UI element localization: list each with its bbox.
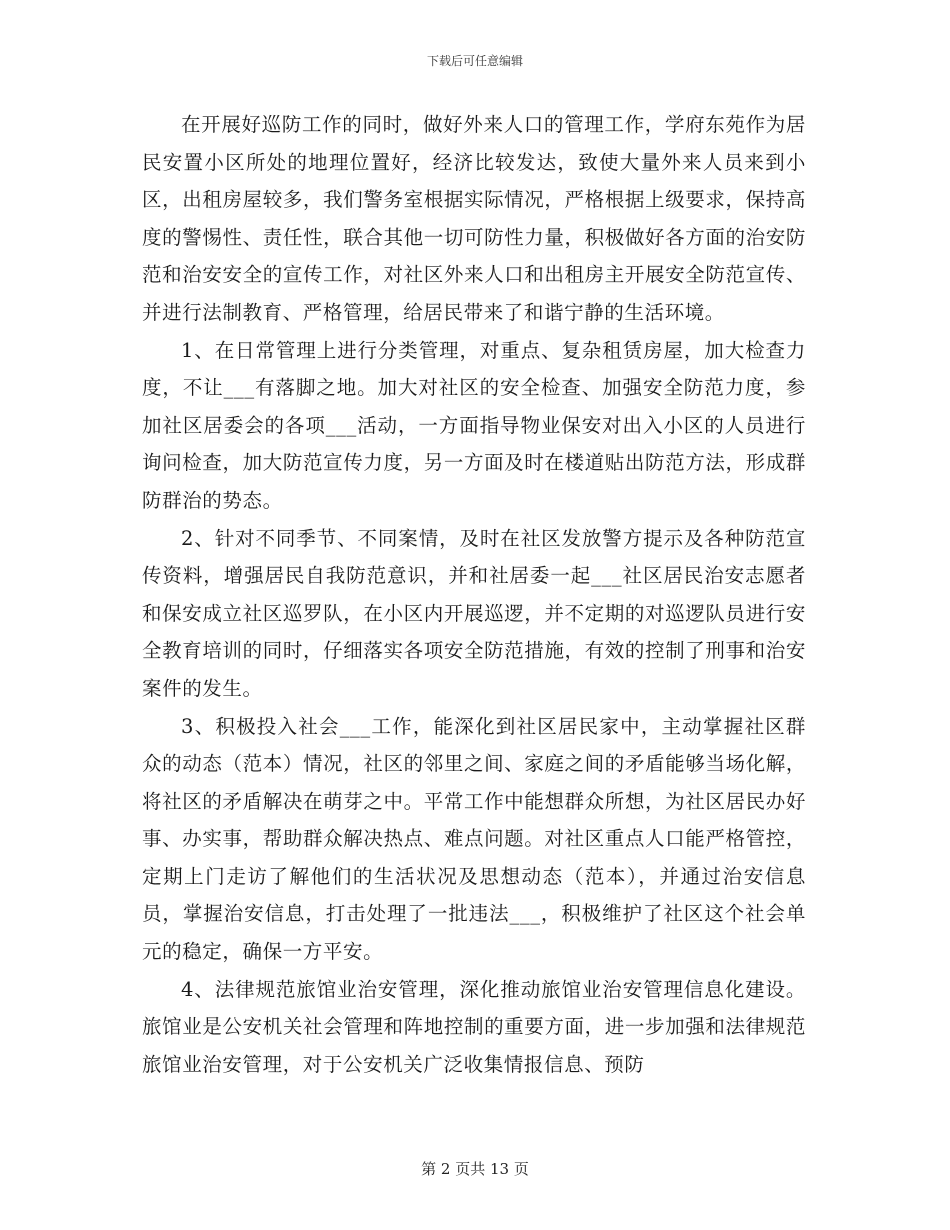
paragraph-item-3: 3、积极投入社会___工作，能深化到社区居民家中，主动掌握社区群众的动态（范本）情况，社区的邻里之间、家庭之间的矛盾能够当场化解，将社区的矛盾解决在萌芽之中。平常工作中能想群众所想，为社区居民办好事、办实事，帮助群众解决热点、难点问题。对社区重点人口能严格管控，定期上门走访了解他们的生活状况及思想动态（范本），并通过治安信息员，掌握治安信息，打击处理了一批违法___，积极维护了社区这个社会单元的稳定，确保一方平安。: [142, 714, 806, 964]
page-header-note: 下载后可任意编辑: [426, 54, 523, 68]
paragraph-intro: 在开展好巡防工作的同时，做好外来人口的管理工作，学府东苑作为居民安置小区所处的地理位置好，经济比较发达，致使大量外来人员来到小区，出租房屋较多，我们警务室根据实际情况，严格根据上级要求，保持高度的警惕性、责任性，联合其他一切可防性力量，积极做好各方面的治安防范和治安安全的宣传工作，对社区外来人口和出租房主开展安全防范宣传、并进行法制教育、严格管理，给居民带来了和谐宁静的生活环境。: [142, 113, 806, 324]
document-body: [142, 106, 806, 1083]
page-number-footer: 第 2 页共 13 页: [421, 1160, 529, 1178]
paragraph-item-1: 1、在日常管理上进行分类管理，对重点、复杂租赁房屋，加大检查力度，不让___有落脚之地。加大对社区的安全检查、加强安全防范力度，参加社区居委会的各项___活动，一方面指导物业保安对出入小区的人员进行询问检查，加大防范宣传力度，另一方面及时在楼道贴出防范方法，形成群防群治的势态。: [142, 338, 806, 512]
paragraph-item-4: 4、法律规范旅馆业治安管理，深化推动旅馆业治安管理信息化建设。旅馆业是公安机关社会管理和阵地控制的重要方面，进一步加强和法律规范旅馆业治安管理，对于公安机关广泛收集情报信息、预防: [142, 977, 806, 1076]
paragraph-item-2: 2、针对不同季节、不同案情，及时在社区发放警方提示及各种防范宣传资料，增强居民自我防范意识，并和社居委一起___社区居民治安志愿者和保安成立社区巡罗队，在小区内开展巡逻，并不定期的对巡逻队员进行安全教育培训的同时，仔细落实各项安全防范措施，有效的控制了刑事和治安案件的发生。: [142, 526, 806, 700]
